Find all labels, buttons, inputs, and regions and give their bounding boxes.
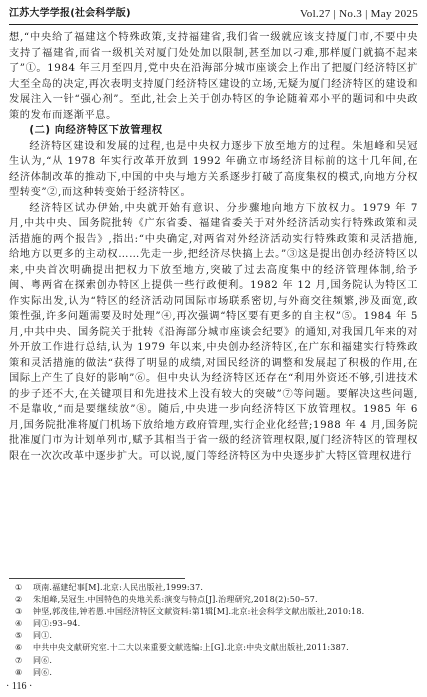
footnote-marker: ④ (15, 619, 23, 629)
paragraph-decentralization-intro: 经济特区建设和发展的过程,也是中央权力逐步下放至地方的过程。朱旭峰和吴冠生认为,“从 1978 年实行改革开放到 1992 年确立市场经济目标前的这十几年间,在经济体制改革的推动下,中国的中央与地方关系逐步打破了高度集权的模式,向地方分权型转变”②,而这种转变始于经济特区。 (9, 140, 418, 198)
footnote-rule (9, 578, 185, 579)
footnote-marker: ② (15, 595, 23, 605)
footnote-marker: ③ (15, 607, 23, 617)
section-heading: (二) 向经济特区下放管理权 (29, 125, 163, 136)
footnote-8 (9, 667, 418, 679)
footnote-text: 同①. (33, 631, 53, 641)
footnote-6 (9, 642, 418, 654)
footnote-2 (9, 594, 418, 606)
footnote-5 (9, 630, 418, 642)
issue-info: Vol.27 | No.3 | May 2025 (299, 8, 418, 20)
footnote-7 (9, 655, 418, 667)
footnote-3 (9, 606, 418, 618)
footnote-marker: ⑥ (15, 643, 23, 653)
header-rule (9, 24, 418, 25)
paragraph-policy-history: 经济特区试办伊始,中央就开始有意识、分步骤地向地方下放权力。1979 年 7 月,中共中央、国务院批转《广东省委、福建省委关于对外经济活动实行特殊政策和灵活措施的两个报告》,指出:“中央确定,对两省对外经济活动实行特殊政策和灵活措施,给地方以更多的主动权……先走一步,把经济尽快搞上去。”③这是提出创办经济特区以来,中央首次明确提出把权力下放至地方,突破了过去高度集中的经济管理体制,给予闽、粤两省在探索创办特区上提供一些行政便利。1982 年 12 月,国务院认为特区工作实际出发,认为“特区的经济活动同国际市场联系密切,与外商交往频繁,涉及面宽,政策性强,许多问题需要及时处理”④,再次强调“特区要有更多的自主权”⑤。1984 年 5 月,中共中央、国务院关于批转《沿海部分城市座谈会纪要》的通知,对我国几年来的对外开放工作进行总结,认为 1979 年以来,中央创办经济特区,在广东和福建实行特殊政策和灵活措施的做法“获得了明显的成绩,对国民经济的调整和发展起了积极的作用,在国际上产生了良好的影响”⑥。但中央认为经济特区还存在“利用外资还不够,引进技术的步子还不大,在关键项目和先进技术上没有较大的突破”⑦等问题。要解决这些问题,不是靠收,“而是要继续放”⑧。随后,中央进一步向经济特区下放管理权。1985 年 6 月,国务院批准将厦门机场下放给地方政府管理,实行企业化经营;1988 年 4 月,国务院批准厦门市为计划单列市,赋予其相当于省一级的经济管理权限,厦门经济特区的管理权限在一次次改革中逐步扩大。可以说,厦门等经济特区为中央逐步扩大特区管理权进行 (9, 202, 418, 462)
footnote-4 (9, 618, 418, 630)
article-body (9, 30, 418, 464)
footnote-text: 项南.福建纪事[M].北京:人民出版社,1999:37. (33, 583, 204, 592)
footnote-text: 同⑥. (33, 667, 53, 677)
footnote-marker: ① (15, 583, 23, 592)
footnote-marker: ⑦ (15, 655, 23, 665)
paragraph-continuation: 想,“中央给了福建这个特殊政策,支持福建省,我们省一级就应该支持厦门市,不要中央支持了福建省,而省一级机关对厦门处处加以限制,甚至加以刁难,那样厦门就搞不起来了”①。1984 年三月至四月,党中央在沿海部分城市座谈会上作出了把厦门经济特区扩大至全岛的决定,再次表明支持厦门经济特区建设的立场,无疑为厦门经济特区的建设和发展注入一针“强心剂”。至此,社会上关于创办特区的争论随着邓小平的题词和中央政策的发布而逐渐平息。 (9, 32, 418, 121)
footnote-text: 同⑥. (33, 655, 53, 665)
page-number: · 116 · (6, 681, 33, 692)
footnote-text: 钟坚,郭茂佳,钟若愚.中国经济特区文献资料:第1辑[M].北京:社会科学文献出版社,2010:18. (33, 607, 365, 617)
running-header (9, 6, 418, 22)
footnote-marker: ⑤ (15, 631, 23, 641)
footnote-text: 同①:93–94. (33, 619, 81, 629)
footnote-text: 中共中央文献研究室.十二大以来重要文献选编:上[G].北京:中央文献出版社,2011:387. (33, 643, 349, 653)
journal-title: 江苏大学学报(社会科学版) (9, 8, 131, 19)
footnote-text: 朱旭峰,吴冠生.中国特色的央地关系:演变与特点[J].治理研究,2018(2):50–57. (33, 595, 318, 605)
footnote-marker: ⑧ (15, 667, 23, 677)
footnotes (9, 582, 418, 679)
footnote-1 (9, 582, 418, 594)
